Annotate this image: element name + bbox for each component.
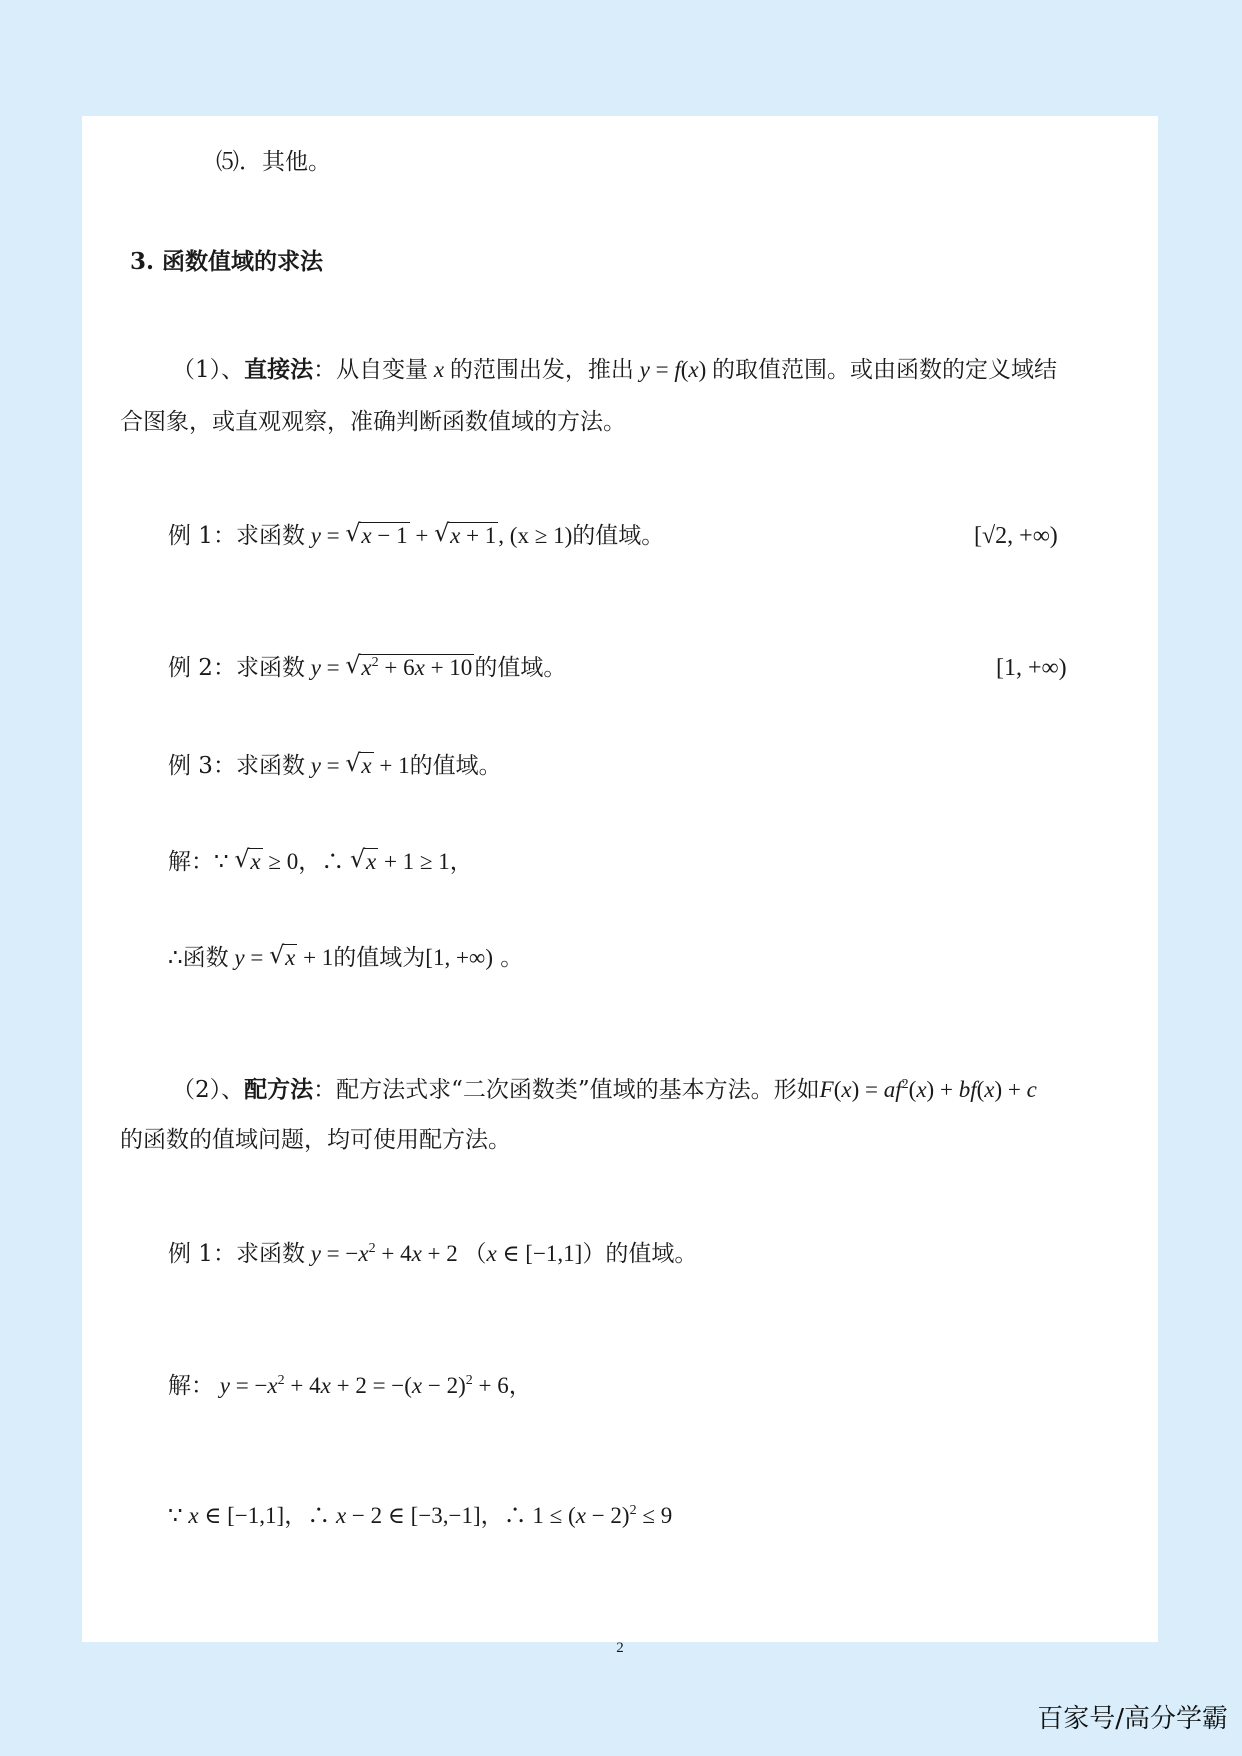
- method-1-line-2: 合图象，或直观观察，准确判断函数值域的方法。: [120, 409, 626, 435]
- method-2-solution-2: ∵ x ∈ [−1,1]，∴ x − 2 ∈ [−3,−1]，∴ $1 \le (x - 2)^2 \le 9$: [168, 1503, 673, 1528]
- solution-conclusion: ∴函数 y = √ x + 1的值域为[1, +∞) 。: [168, 942, 523, 974]
- section-heading: 3. 函数值域的求法: [130, 248, 324, 275]
- document-page: [82, 116, 1158, 1656]
- sqrt-symbol: √ x − 1: [345, 520, 409, 552]
- example-3: 例 3：求函数 y = √ x + 1的值域。: [168, 750, 502, 782]
- example-2: 例 2：求函数 y = √ $x^2 + 6x + 10$的值域。: [168, 652, 566, 684]
- item-5: ⑸．其他。: [216, 149, 331, 175]
- page-number: 2: [616, 1640, 624, 1656]
- watermark: 百家号/高分学霸: [1037, 1704, 1228, 1734]
- method-2-solution-1: 解： $y = -x^2 + 4x + 2 = -(x - 2)^2 + 6$，: [168, 1373, 532, 1399]
- method-2-example-1: 例 1：求函数 $y = -x^2 + 4x + 2$ （x ∈ [−1,1]）的值域。: [168, 1241, 698, 1267]
- solution-step-1: 解：∵ √ x ≥ 0，∴ √ x + 1 ≥ 1，: [168, 846, 473, 878]
- method-2-line-2: 的函数的值域问题，均可使用配方法。: [120, 1127, 511, 1153]
- method-2-line-1: （2）、配方法：配方法式求“二次函数类”值域的基本方法。形如$F(x) = af^2(x) + bf(x) + c$: [172, 1076, 1037, 1103]
- example-1-answer: [√2, +∞): [974, 523, 1058, 549]
- example-1: 例 1：求函数 y = √ x − 1 + √ x + 1, (x ≥ 1)的值域。: [168, 520, 664, 552]
- example-2-answer: [1, +∞): [996, 655, 1067, 681]
- method-1-line-1: （1）、直接法：从自变量 x 的范围出发，推出 y = f(x) 的取值范围。或由函数的定义域结: [172, 356, 1058, 383]
